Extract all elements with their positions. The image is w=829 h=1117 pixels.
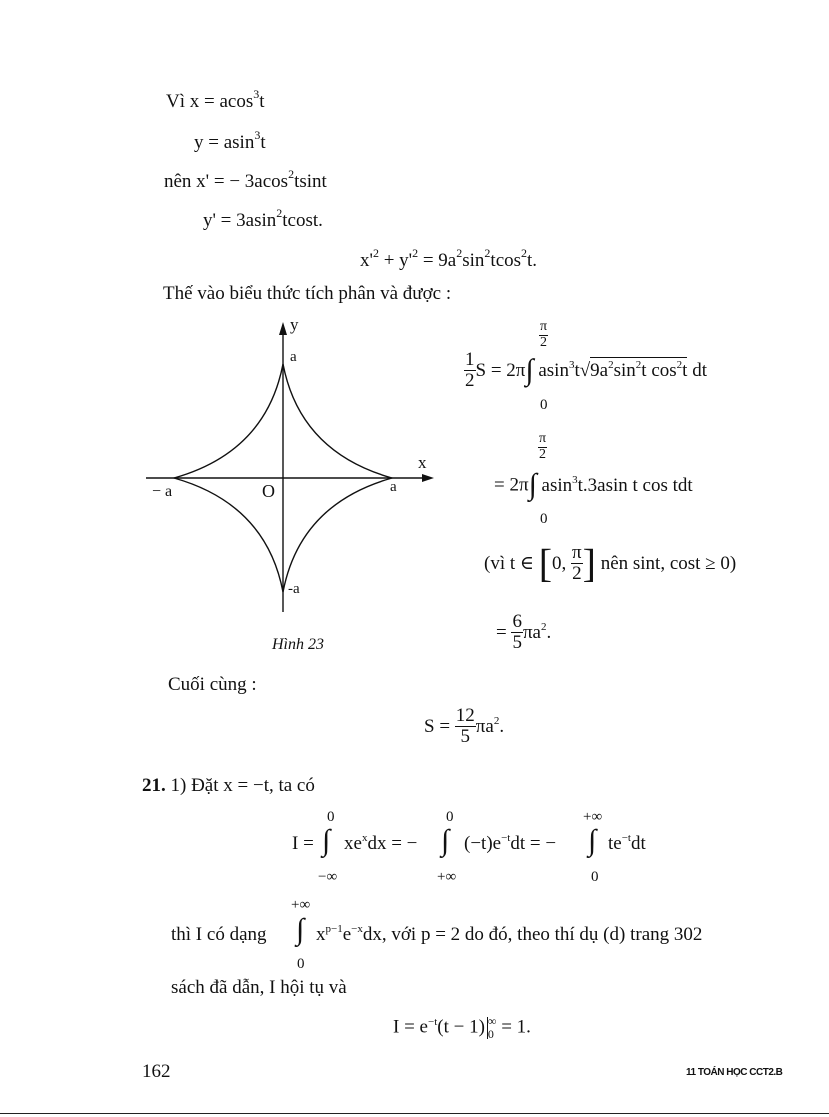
p21-int1-upper: 0 — [327, 809, 335, 825]
p21-j-lower: 0 — [297, 956, 305, 972]
line-y: y = asin$^3$t — [194, 128, 266, 153]
figure-right-label: a — [390, 479, 397, 495]
problem-21-heading: 21. 1) Đặt x = −t, ta có — [142, 775, 315, 796]
equation-3: (vì t ∈ [0, $\frac{\pi}{2}$ ] nên sint, cost ≥ 0) — [484, 540, 737, 586]
p21-j-upper: +∞ — [291, 897, 311, 913]
x-axis-arrow — [422, 474, 434, 482]
equation-4: = $\frac{6}{5}$ $\pi a^2$. — [496, 611, 552, 653]
p21-I-label: I = — [292, 833, 314, 854]
p21-int1-lower: −∞ — [318, 869, 338, 885]
figure-origin-label: O — [262, 481, 275, 501]
equation-1: $\frac{1}{2}$ S = 2π∫ $asin^3t√9a^2\sin^2t$ $\cos^2t$ dt — [465, 349, 707, 391]
footer-imprint: 11 TOÁN HỌC CCT2.B — [686, 1067, 783, 1078]
p21-line2-text: thì I có dạng — [171, 924, 267, 945]
radicand: $9a^2\sin^2t$ $\cos^2t$ — [590, 358, 688, 381]
p21-int3-sign: ∫ — [588, 824, 597, 857]
page-bottom-rule — [0, 1113, 829, 1114]
figure-top-label: a — [290, 349, 297, 365]
line-substitute: Thế vào biểu thức tích phân và được : — [163, 283, 452, 304]
page-number: 162 — [142, 1061, 171, 1082]
y-axis-arrow — [279, 322, 287, 335]
p21-int3-upper: +∞ — [583, 809, 603, 825]
p21-j-sign: ∫ — [296, 913, 305, 946]
p21-result: $I = e^{-t}(t - 1)$ ∞ 0 = 1. — [393, 1014, 531, 1042]
p21-int1-body: $xe^xdx$ = − — [344, 832, 418, 854]
line-vi-x: Vì x = acos$^3$t — [166, 87, 265, 112]
eq1-half: $\frac{1}{2}$ — [465, 349, 475, 391]
line-sum-squares: $x'^2 + y'^2 = 9a^2\sin^2tcos^2t$. — [360, 246, 538, 271]
line-xprime: nên x' = − 3acos$^2$tsint — [164, 167, 327, 192]
line-yprime: y' = 3asin$^2$tcost. — [203, 206, 323, 231]
figure-x-label: x — [418, 453, 427, 472]
p21-int2-sign: ∫ — [441, 824, 450, 857]
final-label: Cuối cùng : — [168, 674, 257, 695]
p21-line3-text: sách đã dẫn, I hội tụ và — [171, 977, 347, 998]
eq1-lower-limit: 0 — [540, 397, 548, 413]
p21-j-body: $x^{p-1}e^{-x}dx$, với p = 2 do đó, theo thí dụ (d) trang 302 — [316, 923, 703, 945]
p21-int2-upper: 0 — [446, 809, 454, 825]
equation-2: = 2π∫ asin$^3$t.3asin t cos tdt — [494, 468, 693, 501]
integral-sign: ∫ — [528, 468, 537, 501]
p21-int1-sign: ∫ — [322, 824, 331, 857]
integral-sign: ∫ — [525, 353, 534, 387]
eq2-upper-limit: $\frac{\pi}{2}$ — [539, 431, 547, 462]
final-equation: S = $\frac{12}{5}$ $\pi a^2$. — [424, 705, 505, 747]
figure-left-label: − a — [152, 483, 173, 500]
eq2-lower-limit: 0 — [540, 511, 548, 527]
figure-caption: Hình 23 — [272, 636, 324, 653]
figure-bottom-label: -a — [288, 581, 300, 597]
p21-int3-body: $te^{-t}dt$ — [608, 832, 646, 854]
figure-y-label: y — [290, 315, 299, 334]
p21-int2-lower: +∞ — [437, 869, 457, 885]
sqrt-sign: √ — [579, 359, 591, 381]
p21-int3-lower: 0 — [591, 869, 599, 885]
p21-int2-body: $(-t)e^{-t}dt$ = − — [464, 832, 557, 854]
eq1-upper-limit: $\frac{\pi}{2}$ — [540, 319, 548, 350]
